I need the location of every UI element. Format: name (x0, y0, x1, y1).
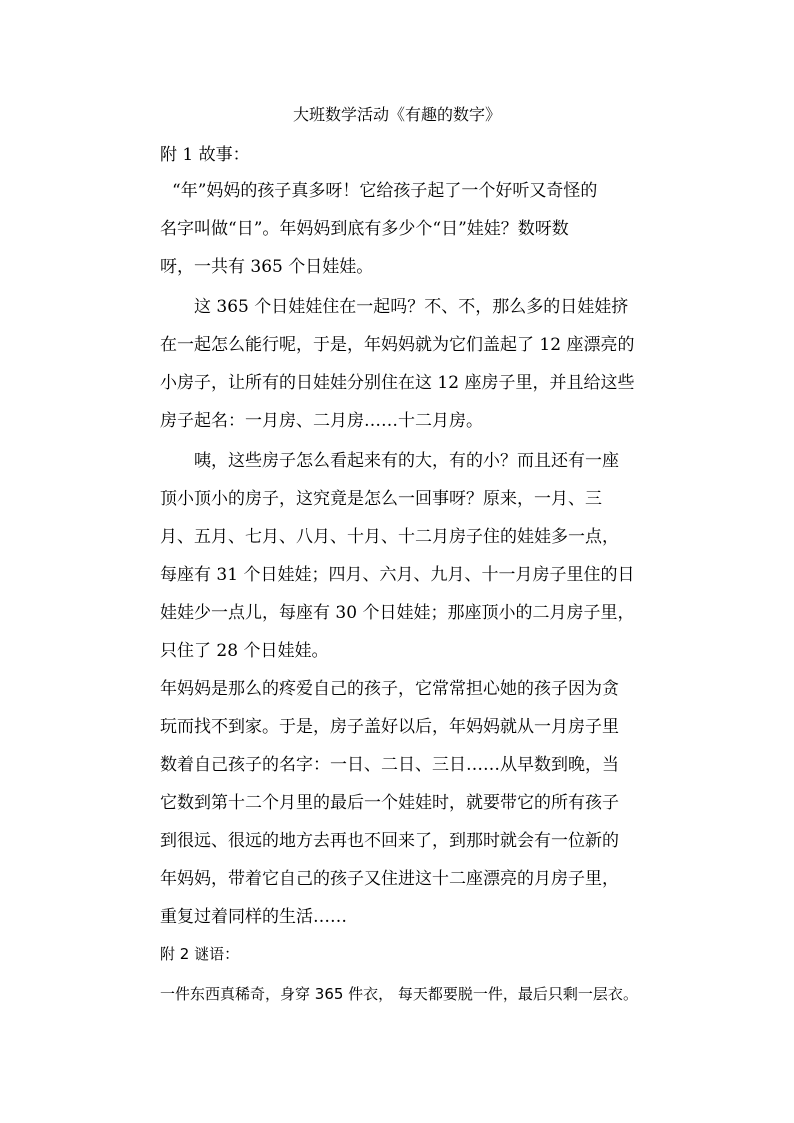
story-line: 只住了 28 个日娃娃。 (160, 641, 329, 661)
story-line: 年妈妈是那么的疼爱自己的孩子，它常常担心她的孩子因为贪 (160, 679, 619, 699)
story-line: “年”妈妈的孩子真多呀！它给孩子起了一个好听又奇怪的 (172, 181, 598, 201)
document-title: 大班数学活动《有趣的数字》 (292, 105, 501, 124)
story-line: 每座有 31 个日娃娃；四月、六月、九月、十一月房子里住的日 (160, 565, 635, 585)
story-line: 在一起怎么能行呢，于是，年妈妈就为它们盖起了 12 座漂亮的 (160, 335, 635, 355)
story-line: 这 365 个日娃娃住在一起吗？不、不，那么多的日娃娃挤 (194, 297, 629, 317)
section-heading-riddle: 附 2 谜语： (160, 945, 240, 963)
story-line: 月、五月、七月、八月、十月、十二月房子住的娃娃多一点， (160, 527, 619, 547)
story-line: 年妈妈，带着它自己的孩子又住进这十二座漂亮的月房子里， (160, 869, 619, 889)
story-line: 小房子，让所有的日娃娃分别住在这 12 座房子里，并且给这些 (160, 373, 635, 393)
riddle-text: 一件东西真稀奇，身穿 365 件衣， 每天都要脱一件，最后只剩一层衣。 (160, 985, 638, 1003)
story-line: 重复过着同样的生活…… (160, 907, 347, 927)
story-line: 它数到第十二个月里的最后一个娃娃时，就要带它的所有孩子 (160, 793, 619, 813)
section-heading-story: 附 1 故事： (160, 145, 250, 165)
story-line: 娃娃少一点儿，每座有 30 个日娃娃；那座顶小的二月房子里， (160, 603, 635, 623)
story-line: 顶小顶小的房子，这究竟是怎么一回事呀？原来，一月、三 (160, 489, 602, 509)
story-line: 呀，一共有 365 个日娃娃。 (160, 257, 374, 277)
story-line: 名字叫做“日”。年妈妈到底有多少个“日”娃娃？数呀数 (160, 219, 569, 239)
story-line: 房子起名：一月房、二月房……十二月房。 (160, 411, 483, 431)
story-line: 玩而找不到家。于是，房子盖好以后，年妈妈就从一月房子里 (160, 717, 619, 737)
story-line: 到很远、很远的地方去再也不回来了，到那时就会有一位新的 (160, 831, 619, 851)
story-line: 咦，这些房子怎么看起来有的大，有的小？而且还有一座 (194, 451, 619, 471)
story-line: 数着自己孩子的名字：一日、二日、三日……从早数到晚，当 (160, 755, 619, 775)
